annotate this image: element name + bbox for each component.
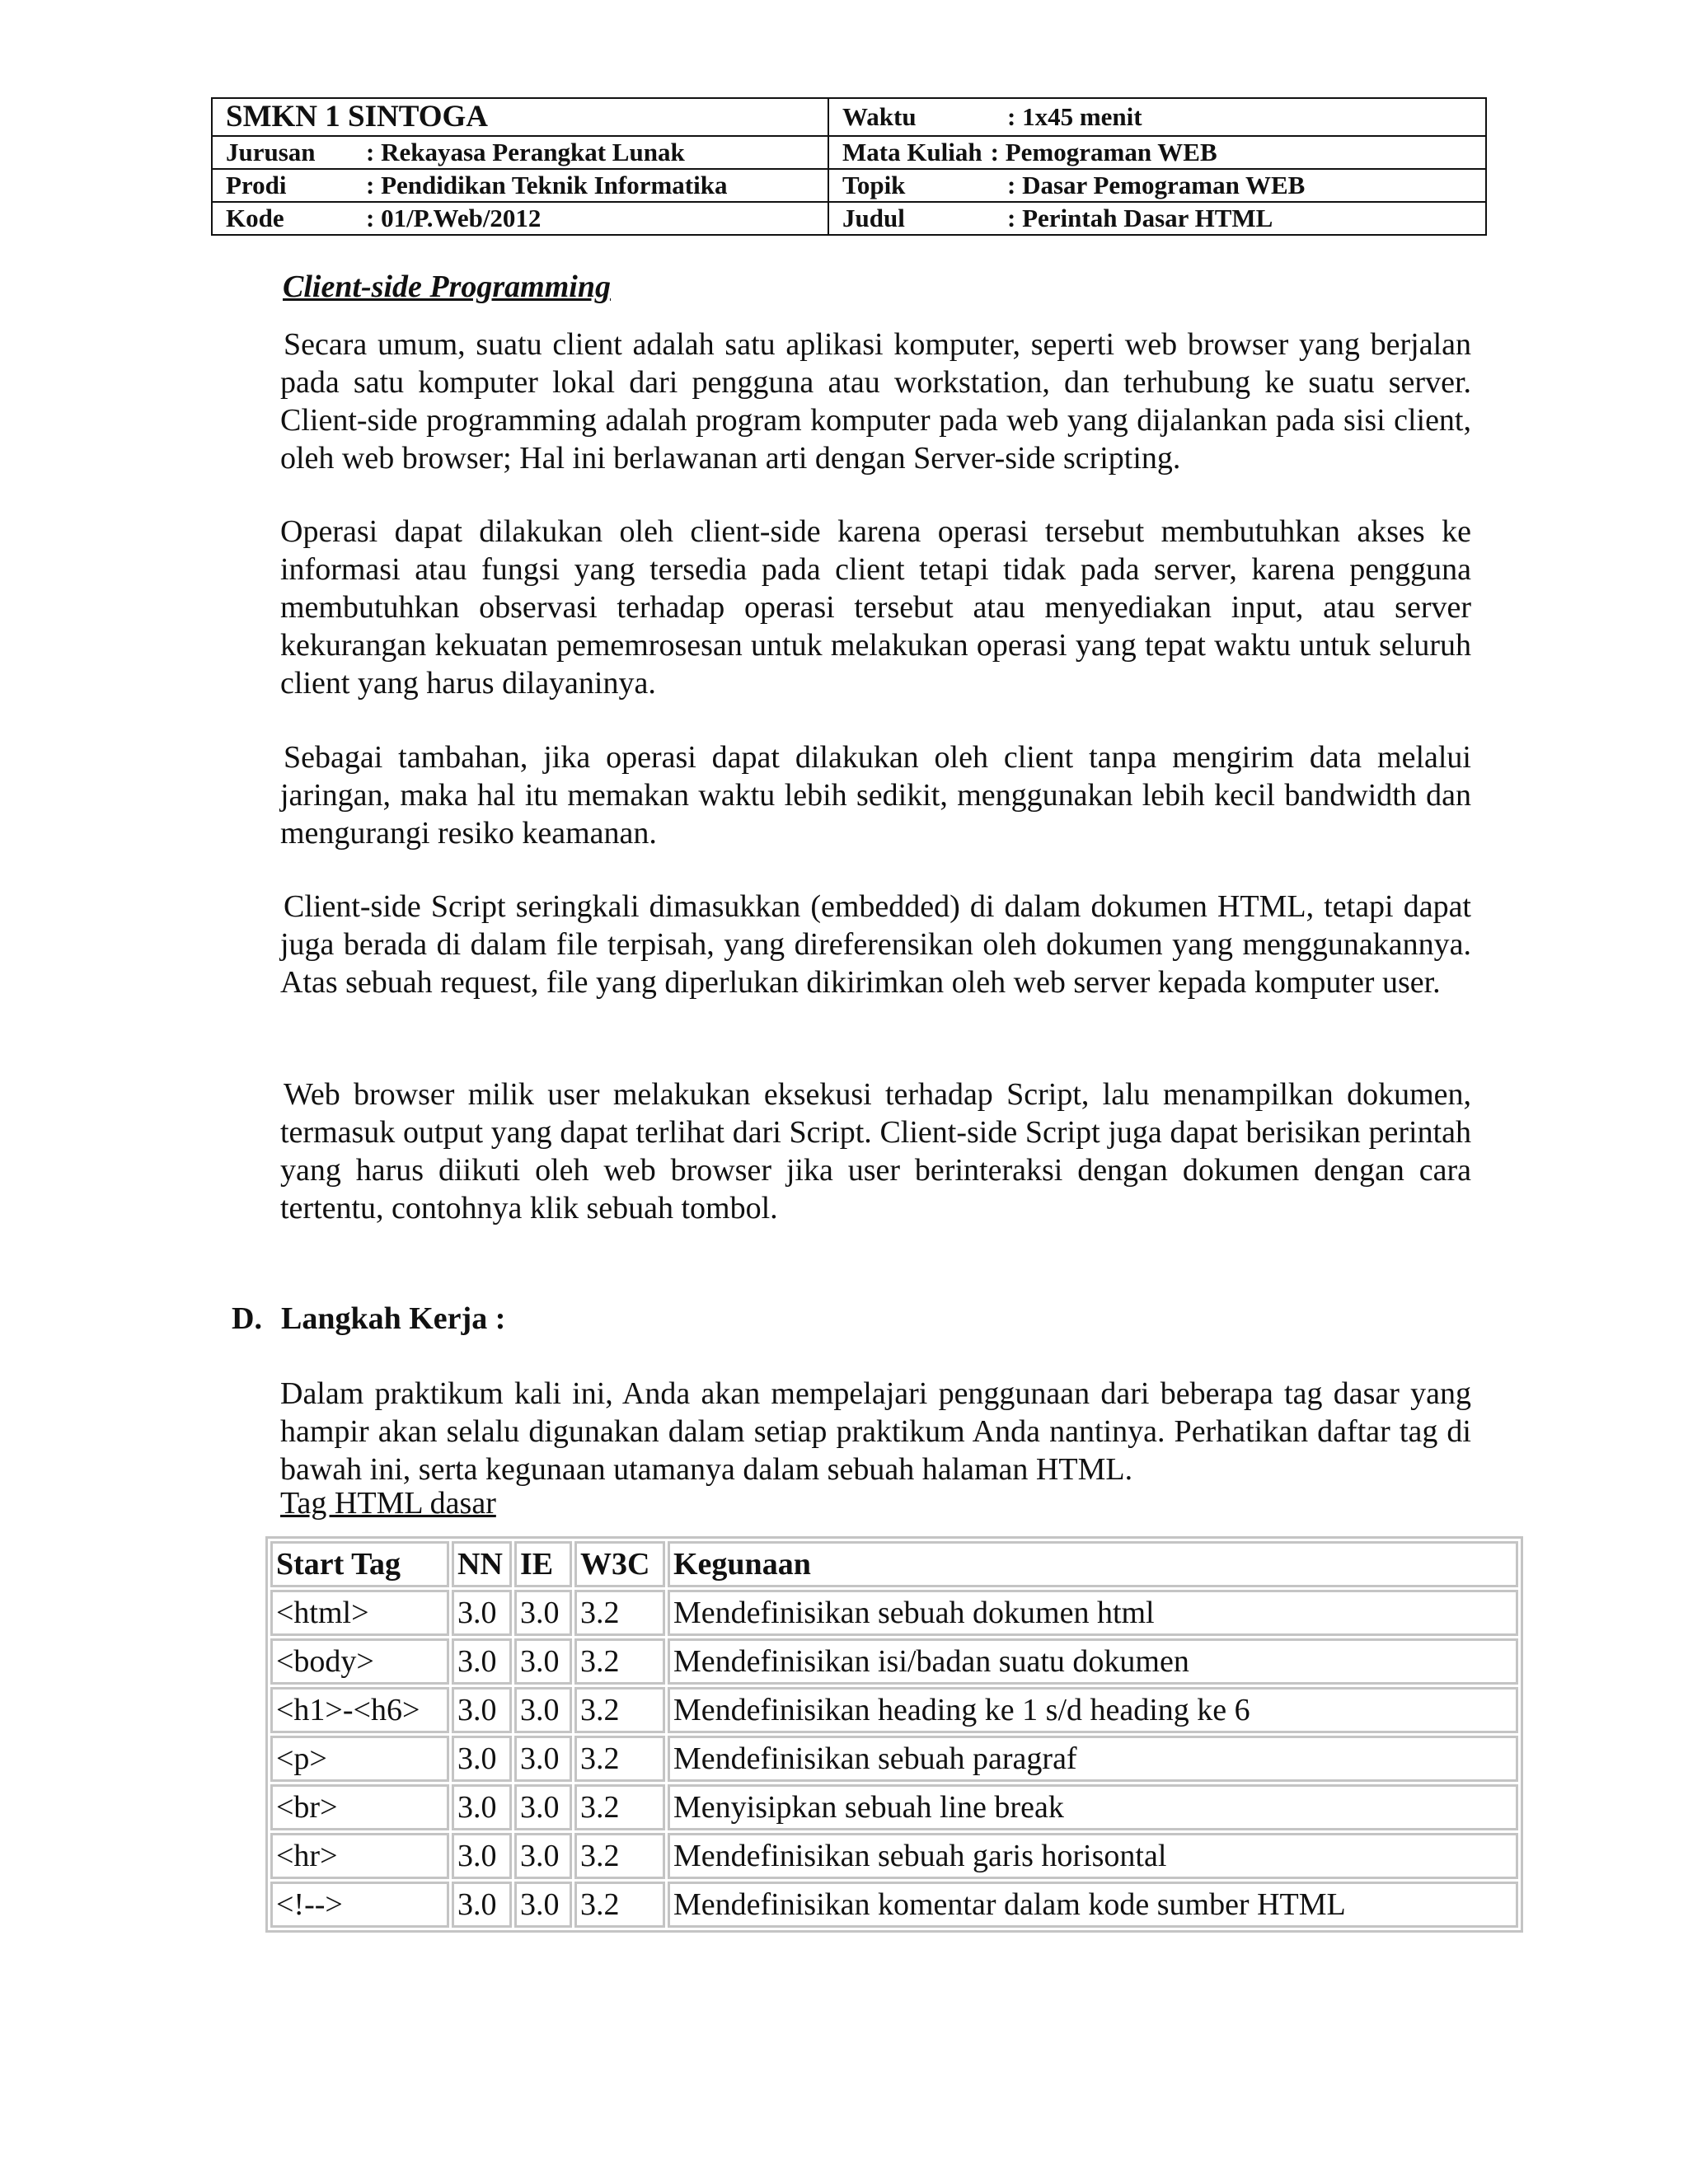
waktu-cell — [828, 98, 1486, 136]
cell-kegunaan: Mendefinisikan sebuah dokumen html — [668, 1590, 1518, 1636]
topik-value: : Dasar Pemograman WEB — [1007, 171, 1306, 199]
topik-cell — [828, 169, 1486, 202]
cell-ie: 3.0 — [514, 1882, 572, 1928]
cell-nn: 3.0 — [452, 1590, 512, 1636]
cell-nn: 3.0 — [452, 1833, 512, 1879]
cell-ie: 3.0 — [514, 1784, 572, 1830]
column-header-w3c: W3C — [574, 1541, 665, 1587]
cell-start-tag: <p> — [270, 1736, 449, 1782]
cell-kegunaan: Mendefinisikan komentar dalam kode sumber HTML — [668, 1882, 1518, 1928]
paragraph-2: Operasi dapat dilakukan oleh client-side karena operasi tersebut membutuhkan akses ke informasi atau fungsi yang tersedia pada client tetapi tidak pada server, karena pengguna membutuhkan observasi terhadap operasi tersebut atau menyediakan input, atau server kekurangan kekuatan pememrosesan untuk melakukan operasi yang tepat waktu untuk seluruh client yang harus dilayaninya. — [280, 514, 1471, 701]
jurusan-value: : Rekayasa Perangkat Lunak — [366, 138, 685, 166]
school-name: SMKN 1 SINTOGA — [212, 98, 828, 136]
table-row — [270, 1784, 1518, 1830]
column-header-ie: IE — [514, 1541, 572, 1587]
cell-nn: 3.0 — [452, 1784, 512, 1830]
mata-kuliah-value: : Pemograman WEB — [990, 138, 1217, 166]
cell-start-tag: <!--> — [270, 1882, 449, 1928]
cell-start-tag: <body> — [270, 1638, 449, 1685]
kode-value: : 01/P.Web/2012 — [366, 204, 542, 232]
cell-kegunaan: Mendefinisikan heading ke 1 s/d heading ke 6 — [668, 1687, 1518, 1733]
tag-table-header-row — [270, 1541, 1518, 1587]
section-heading — [232, 1301, 505, 1337]
paragraph-3: Sebagai tambahan, jika operasi dapat dilakukan oleh client tanpa mengirim data melalui jaringan, maka hal itu memakan waktu lebih sedikit, menggunakan lebih kecil bandwidth dan mengurangi resiko keamanan. — [280, 740, 1471, 851]
table-row — [270, 1590, 1518, 1636]
section-title: Langkah Kerja : — [281, 1301, 506, 1336]
cell-w3c: 3.2 — [574, 1687, 665, 1733]
paragraph-5: Web browser milik user melakukan eksekusi terhadap Script, lalu menampilkan dokumen, termasuk output yang dapat terlihat dari Script. Client-side Script juga dapat berisikan perintah yang harus diikuti oleh web browser jika user berinteraksi dengan dokumen dengan cara tertentu, contohnya klik sebuah tombol. — [280, 1077, 1471, 1226]
judul-value: : Perintah Dasar HTML — [1007, 204, 1273, 232]
cell-ie: 3.0 — [514, 1590, 572, 1636]
header-row-prodi — [212, 169, 1486, 202]
cell-kegunaan: Mendefinisikan isi/badan suatu dokumen — [668, 1638, 1518, 1685]
cell-ie: 3.0 — [514, 1833, 572, 1879]
waktu-value: : 1x45 menit — [1007, 102, 1142, 131]
table-row — [270, 1687, 1518, 1733]
section-intro: Dalam praktikum kali ini, Anda akan mempelajari penggunaan dari beberapa tag dasar yang hampir akan selalu digunakan dalam setiap praktikum Anda nantinya. Perhatikan daftar tag di bawah ini, serta kegunaan utamanya dalam sebuah halaman HTML. — [280, 1376, 1471, 1487]
cell-w3c: 3.2 — [574, 1590, 665, 1636]
table-row — [270, 1882, 1518, 1928]
column-header-nn: NN — [452, 1541, 512, 1587]
cell-ie: 3.0 — [514, 1736, 572, 1782]
prodi-cell — [212, 169, 828, 202]
header-row-kode — [212, 202, 1486, 235]
section-letter: D. — [232, 1301, 262, 1336]
paragraph-1: Secara umum, suatu client adalah satu aplikasi komputer, seperti web browser yang berjalan pada satu komputer lokal dari pengguna atau workstation, dan terhubung ke suatu server. Client-side programming adalah program komputer pada web yang dijalankan pada sisi client, oleh web browser; Hal ini berlawanan arti dengan Server-side scripting. — [280, 327, 1471, 476]
judul-cell — [828, 202, 1486, 235]
table-row — [270, 1833, 1518, 1879]
prodi-value: : Pendidikan Teknik Informatika — [366, 171, 728, 199]
cell-start-tag: <html> — [270, 1590, 449, 1636]
paragraph-4: Client-side Script seringkali dimasukkan (embedded) di dalam dokumen HTML, tetapi dapat juga berada di dalam file terpisah, yang direferensikan oleh dokumen yang menggunakannya. Atas sebuah request, file yang diperlukan dikirimkan oleh web server kepada komputer user. — [280, 889, 1471, 1000]
cell-w3c: 3.2 — [574, 1638, 665, 1685]
topik-label: Topik — [842, 171, 906, 199]
cell-nn: 3.0 — [452, 1882, 512, 1928]
column-header-start-tag: Start Tag — [270, 1541, 449, 1587]
cell-kegunaan: Mendefinisikan sebuah garis horisontal — [668, 1833, 1518, 1879]
cell-start-tag: <hr> — [270, 1833, 449, 1879]
kode-cell — [212, 202, 828, 235]
cell-kegunaan: Mendefinisikan sebuah paragraf — [668, 1736, 1518, 1782]
cell-start-tag: <h1>-<h6> — [270, 1687, 449, 1733]
judul-label: Judul — [842, 204, 905, 232]
column-header-kegunaan: Kegunaan — [668, 1541, 1518, 1587]
table-row — [270, 1736, 1518, 1782]
cell-ie: 3.0 — [514, 1687, 572, 1733]
cell-ie: 3.0 — [514, 1638, 572, 1685]
cell-nn: 3.0 — [452, 1638, 512, 1685]
cell-nn: 3.0 — [452, 1736, 512, 1782]
tag-table — [265, 1536, 1523, 1933]
cell-w3c: 3.2 — [574, 1882, 665, 1928]
cell-kegunaan: Menyisipkan sebuah line break — [668, 1784, 1518, 1830]
prodi-label: Prodi — [226, 171, 287, 199]
mata-kuliah-cell — [828, 136, 1486, 169]
cell-start-tag: <br> — [270, 1784, 449, 1830]
cell-w3c: 3.2 — [574, 1833, 665, 1879]
waktu-label: Waktu — [842, 102, 917, 131]
cell-nn: 3.0 — [452, 1687, 512, 1733]
kode-label: Kode — [226, 204, 284, 232]
jurusan-label: Jurusan — [226, 138, 316, 166]
table-caption: Tag HTML dasar — [280, 1486, 496, 1521]
section-subtitle: Client-side Programming — [283, 269, 611, 304]
cell-w3c: 3.2 — [574, 1784, 665, 1830]
jurusan-cell — [212, 136, 828, 169]
header-row-jurusan — [212, 136, 1486, 169]
cell-w3c: 3.2 — [574, 1736, 665, 1782]
document-header — [211, 97, 1487, 236]
table-row — [270, 1638, 1518, 1685]
header-row-school — [212, 98, 1486, 136]
mata-kuliah-label: Mata Kuliah — [842, 138, 982, 166]
